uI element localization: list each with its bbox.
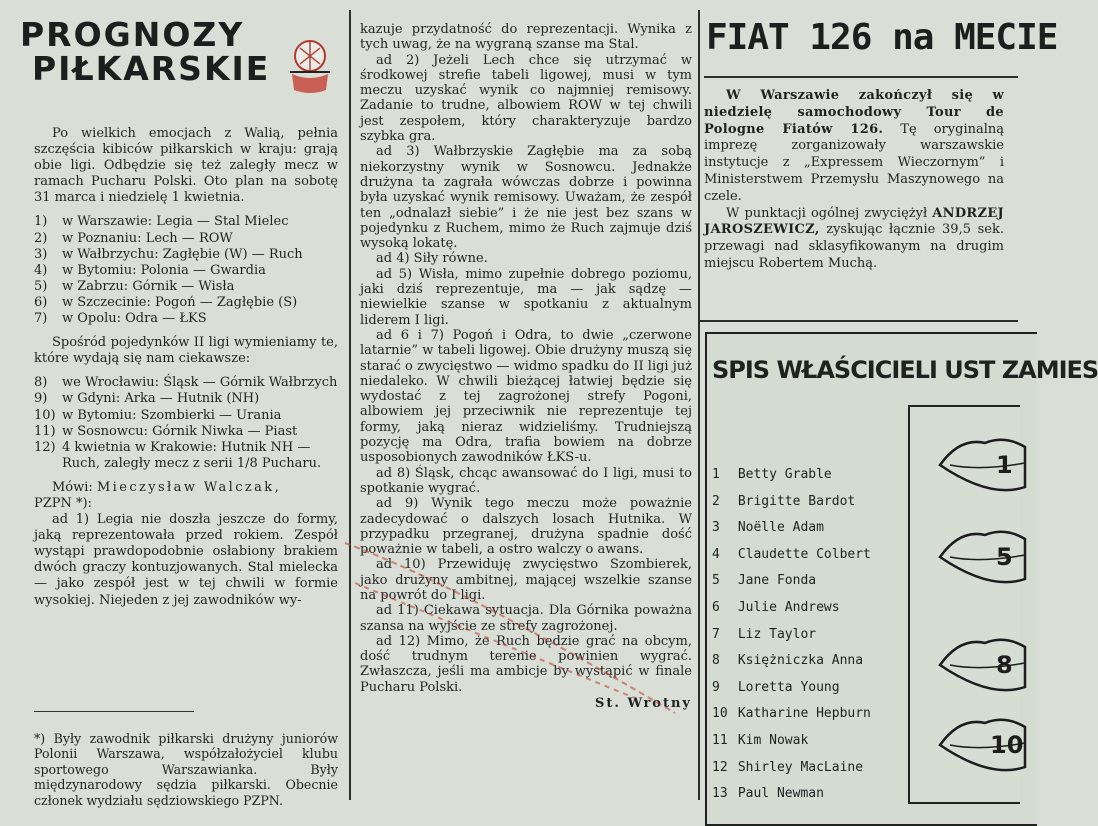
headline-line-2: PIŁKARSKIE (32, 49, 271, 88)
fixture-row (34, 424, 338, 440)
ad1-paragraph: ad 1) Legia nie doszła jeszcze do formy, jaką reprezentowała przed rokiem. Zespół wystąpi prawdopodobnie osłabiony brakiem dwóch graczy kontuzjowanych. Stal mielecka — jako zespół jest w tej chwili w formie wysokiej. Niejeden z jej zawodników wy- (34, 512, 338, 608)
lips-number: 8 (996, 651, 1013, 679)
lips-mark (940, 532, 1025, 582)
spis-item (712, 462, 908, 489)
fixture-number: 9) (34, 391, 48, 407)
fixture-number: 10) (34, 407, 56, 423)
analysis-paragraph: ad 6 i 7) Pogoń i Odra, to dwie „czerwone latarnie” w tabeli ligowej. Obie drużyny muszą się starać o zwycięstwo — widmo spadku do II ligi już niedaleko. W chwili bieżącej łatwiej będzie się wydostać z tej zagrożonej strefy Pogoni, albowiem jej przeciwnik nie reprezentuje tej formy, jaką nieraz widzieliśmy. Trudniejszą pozycję ma Odra, trafia bowiem na dobrze usposobionych zawodników ŁKS-u. (360, 327, 692, 466)
section-rule (700, 320, 1018, 322)
analysis-paragraphs (360, 22, 692, 695)
spis-headline: SPIS WŁAŚCICIELI UST ZAMIES (712, 356, 1098, 384)
speaker-org: PZPN *): (34, 495, 92, 511)
spis-item-name: Kim Nowak (737, 732, 809, 748)
fixture-text: w Sosnowcu: Górnik Niwka — Piast (62, 423, 298, 439)
analysis-paragraph: ad 9) Wynik tego meczu może poważnie zadecydować o dalszych losach Hutnika. W przypadku przegranej, drużyna spadnie dość poważnie w tabeli, a ostro walczy o awans. (360, 496, 692, 558)
fixture-text: w Poznaniu: Lech — ROW (62, 230, 233, 246)
fixture-text: w Szczecinie: Pogoń — Zagłębie (S) (62, 294, 298, 310)
fiat-body (704, 88, 1004, 273)
prognozy-body (34, 126, 338, 609)
spis-item-number: 6 (712, 599, 720, 615)
fixture-number: 5) (34, 278, 48, 294)
analysis-paragraph: ad 2) Jeżeli Lech chce się utrzymać w środkowej strefie tabeli ligowej, musi w tym meczu uzyskać wynik co najmniej remisowy. Zadanie to trudne, albowiem ROW w tej chwili jest zespołem, który charakteryzuje bardzo szybka gra. (360, 52, 692, 145)
spis-item-number: 5 (712, 573, 720, 589)
fixture-text: w Bytomiu: Polonia — Gwardia (62, 262, 266, 278)
spis-item-number: 11 (712, 732, 728, 748)
speaker-name: Mieczysław Walczak, (96, 479, 282, 495)
fixture-number: 12) (34, 439, 56, 455)
lips-panel (908, 405, 1024, 804)
lips-mark (940, 640, 1025, 690)
lips-illustration (910, 407, 1024, 802)
lips-number: 5 (996, 543, 1013, 571)
fixture-row (34, 391, 338, 407)
spis-item (712, 542, 908, 569)
fiat-lead: W Warszawie zakończył się w niedzielę samochodowy Tour de Pologne Fiatów 126. (704, 88, 1004, 137)
spis-item-name: Loretta Young (737, 679, 840, 695)
spis-item (712, 515, 908, 542)
fixture-row (34, 247, 338, 263)
fixture-text: w Opolu: Odra — ŁKS (62, 311, 207, 327)
fiat-headline: FIAT 126 na MECIE (706, 17, 1058, 58)
fixture-number: 1) (34, 214, 48, 230)
fixture-number: 11) (34, 423, 56, 439)
spis-item-name: Jane Fonda (737, 573, 817, 589)
fixture-row (34, 279, 338, 295)
spis-item-number: 10 (712, 706, 728, 722)
spis-item-number: 7 (712, 626, 720, 642)
spis-item (712, 595, 908, 622)
fixture-number: 7) (34, 311, 48, 327)
analysis-paragraph: ad 11) Ciekawa sytuacja. Dla Górnika poważna szansa na wyjście ze strefy zagrożonej. (360, 603, 692, 634)
lips-number: 1 (996, 451, 1013, 479)
spis-item-name: Claudette Colbert (737, 546, 871, 562)
analysis-paragraph: ad 3) Wałbrzyskie Zagłębie ma za sobą niekorzystny wynik w Sosnowcu. Jednakże drużyna ta zagrała wówczas dobrze i powinna była uzyskać wynik remisowy. Uważam, że zespół ten „odnalazł siebie” i że nie jest bez szans w pojedynku z Ruchem, mimo że Ruch zajmuje dziś wysoką lokatę. (360, 144, 692, 252)
winner-name: ANDRZEJ JAROSZEWICZ, (704, 205, 1004, 238)
fixture-text: w Wałbrzychu: Zagłębie (W) — Ruch (62, 246, 303, 262)
spis-item-name: Shirley MacLaine (737, 759, 864, 775)
analysis-paragraph: ad 5) Wisła, mimo zupełnie dobrego poziomu, jaki dziś reprezentuje, ma — jak sądzę — niewielkie szanse w spotkaniu z aktualnym liderem I ligi. (360, 266, 692, 328)
fixture-number: 8) (34, 375, 48, 391)
fiat-p1-rest: Tę oryginalną imprezę zorganizowały warszawskie instytucje z „Expressem Wieczornym” i Ministerstwem Przemysłu Maszynowego na czele. (704, 121, 1004, 204)
prognozy-column (20, 15, 338, 808)
speaker-line (34, 480, 338, 496)
spis-item-name: Liz Taylor (737, 626, 817, 642)
spis-item (712, 755, 908, 782)
column-rule-2 (698, 10, 700, 800)
second-league-fixtures (34, 375, 338, 472)
fiat-paragraph-1 (704, 88, 1004, 206)
spis-item (712, 701, 908, 728)
spis-item-name: Brigitte Bardot (737, 493, 856, 509)
fixture-text: w Bytomiu: Szombierki — Urania (62, 407, 282, 423)
spis-item-number: 8 (712, 653, 720, 669)
spis-item (712, 781, 908, 808)
analysis-paragraph: ad 12) Mimo, że Ruch będzie grać na obcym, dość trudnym terenie powinien wygrać. Zwłaszcza, jeśli ma ambicje by wystąpić w finale Pucharu Polski. (360, 633, 692, 695)
fixture-text: w Zabrzu: Górnik — Wisła (62, 278, 235, 294)
fixture-row (34, 214, 338, 230)
fiat-rule (704, 76, 1018, 78)
football-emblem-icon (282, 36, 334, 96)
footnote-rule (34, 711, 194, 712)
second-league-intro: Spośród pojedynków II ligi wymieniamy te, które wydają się nam ciekawsze: (34, 335, 338, 367)
column-rule-1 (349, 10, 351, 800)
spis-item-number: 13 (712, 786, 728, 802)
spis-item-name: Paul Newman (737, 786, 824, 802)
fixture-number: 3) (34, 246, 48, 262)
analysis-column (360, 22, 692, 711)
spis-item-name: Księżniczka Anna (737, 653, 864, 669)
spis-item-name: Julie Andrews (737, 599, 840, 615)
spis-item-number: 1 (712, 467, 720, 482)
lips-mark (940, 720, 1025, 770)
analysis-paragraph: kazuje przydatność do reprezentacji. Wynika z tych uwag, że na wygraną szanse ma Stal. (360, 22, 692, 53)
spis-item (712, 648, 908, 675)
analysis-paragraph: ad 8) Śląsk, chcąc awansować do I ligi, musi to spotkanie wygrać. (360, 465, 692, 496)
fixture-text: w Gdyni: Arka — Hutnik (NH) (62, 391, 260, 407)
analysis-paragraph: ad 4) Siły równe. (376, 251, 488, 267)
spis-item (712, 489, 908, 516)
spis-item-number: 9 (712, 679, 720, 695)
intro-paragraph: Po wielkich emocjach z Walią, pełnia szczęścia kibiców piłkarskich w kraju: grają obie ligi. Odbędzie się też zaległy mecz w ramach Pucharu Polski. Oto plan na sobotę 31 marca i niedzielę 1 kwietnia. (34, 126, 338, 206)
fixture-number: 6) (34, 294, 48, 310)
fixture-row (34, 311, 338, 327)
spis-item-number: 12 (712, 759, 728, 775)
spis-list (712, 462, 908, 808)
spis-item (712, 728, 908, 755)
speaker-label: Mówi: (52, 479, 93, 495)
first-league-fixtures (34, 214, 338, 327)
headline-line-1: PROGNOZY (20, 15, 245, 54)
fixture-row (34, 263, 338, 279)
spis-item-name: Katharine Hepburn (737, 706, 871, 722)
spis-item (712, 622, 908, 649)
fiat-paragraph-2 (704, 206, 1004, 273)
fixture-text: we Wrocławiu: Śląsk — Górnik Wałbrzych (62, 375, 338, 391)
spis-item (712, 568, 908, 595)
fiat-p2-b: zyskując łącznie 39,5 sek. przewagi nad sklasyfikowanym na drugim miejscu Robertem Muchą. (704, 222, 1004, 271)
fixture-row (34, 375, 338, 391)
spis-item-name: Noëlle Adam (737, 520, 824, 536)
fixture-number: 2) (34, 230, 48, 246)
spis-item-number: 3 (712, 520, 720, 536)
fixture-number: 4) (34, 262, 48, 278)
fixture-row (34, 295, 338, 311)
fiat-p2-a: W punktacji ogólnej zwyciężył (726, 205, 928, 221)
spis-item-name: Betty Grable (737, 467, 832, 482)
footnote: *) Były zawodnik piłkarski drużyny juniorów Polonii Warszawa, współzałożyciel klubu sportowego Warszawianka. Były międzynarodowy sędzia piłkarski. Obecnie członek wydziału sędziowskiego PZPN. (34, 730, 338, 808)
fixture-text: 4 kwietnia w Krakowie: Hutnik NH — Ruch, zaległy mecz z serii 1/8 Pucharu. (62, 439, 322, 471)
spis-item-number: 2 (712, 493, 720, 509)
lips-number: 10 (990, 731, 1024, 759)
spis-item-number: 4 (712, 546, 720, 562)
spis-item (712, 675, 908, 702)
analysis-paragraph: ad 10) Przewiduję zwycięstwo Szombierek, jako drużyny ambitnej, mającej wszelkie szanse na powrót do I ligi. (360, 557, 692, 603)
fixture-row (34, 408, 338, 424)
signature: St. Wrotny (595, 696, 692, 712)
fixture-text: w Warszawie: Legia — Stal Mielec (62, 214, 289, 230)
fixture-row (34, 231, 338, 247)
fixture-row (34, 440, 338, 472)
lips-mark (940, 440, 1025, 490)
